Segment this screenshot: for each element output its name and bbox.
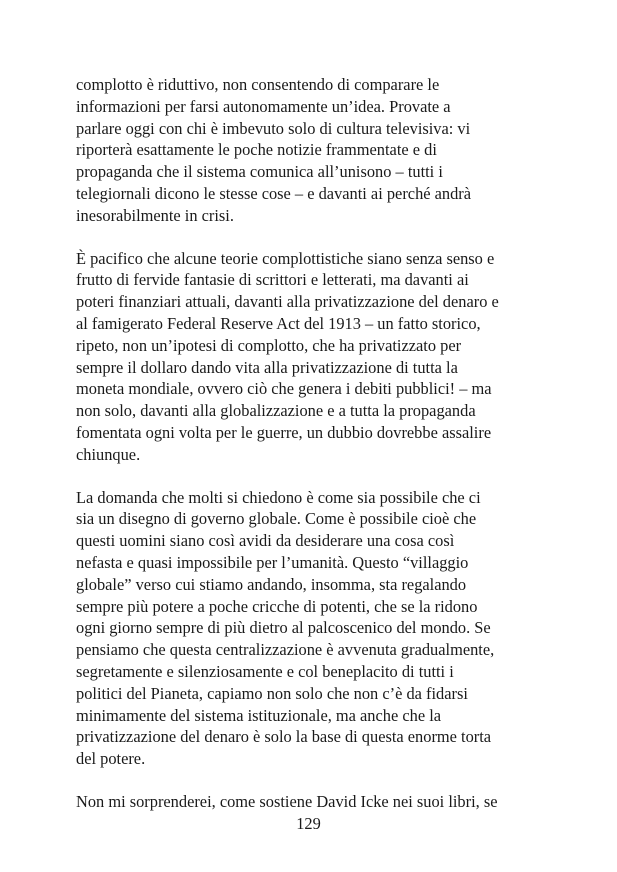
paragraph <box>76 248 546 466</box>
text-line: La domanda che molti si chiedono è come sia possibile che ci <box>76 487 481 507</box>
text-line: inesorabilmente in crisi. <box>76 205 234 225</box>
text-line: non solo, davanti alla globalizzazione e a tutta la propaganda <box>76 401 476 421</box>
text-line: ogni giorno sempre di più dietro al palcoscenico del mondo. Se <box>76 618 491 638</box>
text-line: chiunque. <box>76 444 141 464</box>
text-line: È pacifico che alcune teorie complottistiche siano senza senso e <box>76 248 495 268</box>
text-line: complotto è riduttivo, non consentendo di comparare le <box>76 75 440 94</box>
text-line: parlare oggi con chi è imbevuto solo di cultura televisiva: vi <box>76 118 471 138</box>
text-line: politici del Pianeta, capiamo non solo che non c’è da fidarsi <box>76 683 468 703</box>
paragraph <box>76 74 546 227</box>
text-line: al famigerato Federal Reserve Act del 1913 – un fatto storico, <box>76 313 481 333</box>
paragraph <box>76 487 546 770</box>
text-line: sempre più potere a poche cricche di potenti, che se la ridono <box>76 596 478 616</box>
text-line: informazioni per farsi autonomamente un’idea. Provate a <box>76 96 451 116</box>
text-line: moneta mondiale, ovvero ciò che genera i debiti pubblici! – ma <box>76 379 492 399</box>
body-text <box>76 74 546 834</box>
text-line: minimamente del sistema istituzionale, ma anche che la <box>76 705 442 725</box>
paragraph <box>76 791 546 813</box>
text-line: globale” verso cui stiamo andando, insomma, sta regalando <box>76 574 467 594</box>
text-line: riporterà esattamente le poche notizie frammentate e di <box>76 140 437 160</box>
text-line: pensiamo che questa centralizzazione è avvenuta gradualmente, <box>76 640 495 660</box>
text-line: poteri finanziari attuali, davanti alla privatizzazione del denaro e <box>76 292 499 312</box>
text-line: privatizzazione del denaro è solo la base di questa enorme torta <box>76 727 492 747</box>
text-line: frutto di fervide fantasie di scrittori e letterati, ma davanti ai <box>76 270 469 290</box>
text-line: sempre il dollaro dando vita alla privatizzazione di tutta la <box>76 357 458 377</box>
text-line: telegiornali dicono le stesse cose – e davanti ai perché andrà <box>76 183 472 203</box>
text-line: nefasta e quasi impossibile per l’umanità. Questo “villaggio <box>76 552 469 572</box>
text-line: sia un disegno di governo globale. Come è possibile cioè che <box>76 509 477 529</box>
text-line: propaganda che il sistema comunica all’unisono – tutti i <box>76 162 443 182</box>
page-number: 129 <box>296 814 321 833</box>
text-line: fomentata ogni volta per le guerre, un dubbio dovrebbe assalire <box>76 422 492 442</box>
text-line: Non mi sorprenderei, come sostiene David Icke nei suoi libri, se <box>76 791 498 811</box>
text-line: segretamente e silenziosamente e col beneplacito di tutti i <box>76 661 454 681</box>
text-line: del potere. <box>76 749 146 769</box>
text-line: questi uomini siano così avidi da desiderare una cosa così <box>76 531 455 551</box>
text-line: ripeto, non un’ipotesi di complotto, che ha privatizzato per <box>76 335 462 355</box>
